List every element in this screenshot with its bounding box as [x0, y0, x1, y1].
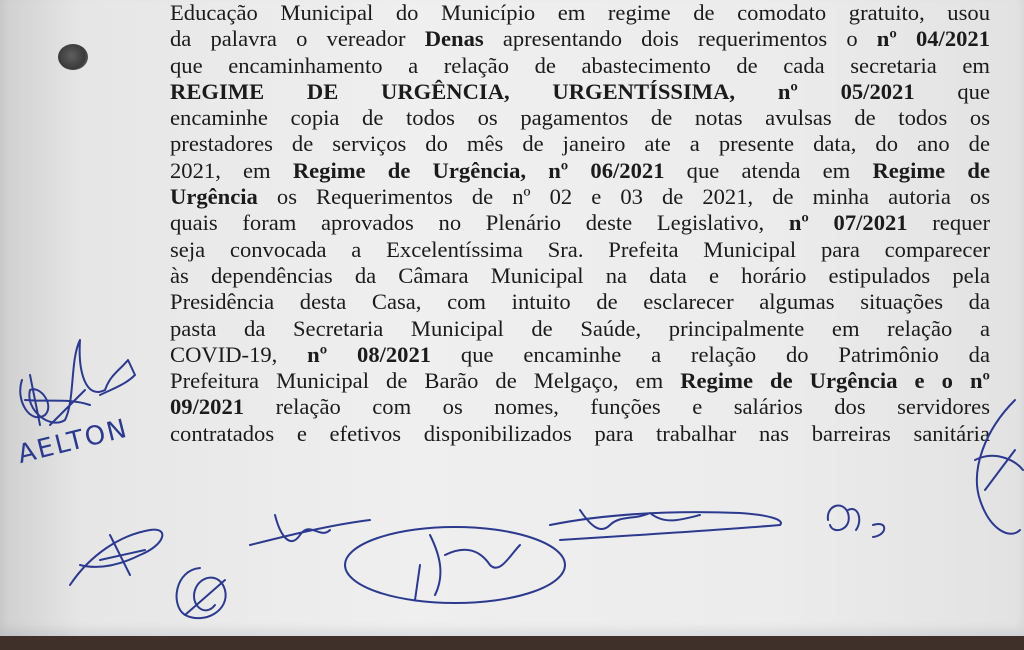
- text-segment: que atenda em: [664, 157, 873, 183]
- text-segment: que encaminhamento a relação de abastecimento de cada secretaria em: [170, 52, 990, 78]
- text-segment: que: [914, 78, 990, 104]
- text-line: [170, 184, 990, 210]
- text-line: [170, 394, 990, 420]
- bold-text: Regime de Urgência e o nº: [680, 368, 991, 394]
- text-segment: da palavra o vereador: [170, 26, 425, 52]
- punch-hole: [58, 44, 88, 70]
- signature-small-right: [818, 495, 898, 545]
- text-segment: Presidência desta Casa, com intuito de esclarecer algumas situações da: [170, 289, 990, 315]
- text-line: [170, 342, 990, 368]
- text-line: [170, 263, 990, 289]
- signature-bottom-left: [60, 515, 180, 595]
- text-segment: requer: [907, 210, 990, 236]
- text-segment: 2021, em: [170, 157, 293, 183]
- bold-text: 09/2021: [170, 394, 245, 420]
- bold-text: nº 04/2021: [876, 26, 991, 52]
- text-segment: prestadores de serviços do mês de janeiro ate a presente data, do ano de: [170, 131, 990, 157]
- text-line: [170, 158, 990, 184]
- text-segment: pasta da Secretaria Municipal de Saúde, principalmente em relação a: [170, 315, 990, 341]
- text-line: [170, 237, 990, 263]
- signature-right-center: [540, 495, 800, 565]
- text-line: [170, 79, 990, 105]
- bold-text: nº 07/2021: [788, 210, 908, 236]
- text-line: [170, 105, 990, 131]
- text-segment: quais foram aprovados no Plenário deste Legislativo,: [170, 210, 789, 236]
- handwritten-name: AELTON: [14, 413, 132, 470]
- bold-text: nº 05/2021: [777, 78, 915, 104]
- text-segment: os Requerimentos de nº 02 e 03 de 2021, de minha autoria os: [257, 184, 990, 210]
- text-line: [170, 131, 990, 157]
- text-segment: Educação Municipal do Município em regime de comodato gratuito, usou: [170, 0, 990, 25]
- bold-text: REGIME DE URGÊNCIA, URGENTÍSSIMA,: [170, 78, 736, 104]
- text-segment: contratados e efetivos disponibilizados para trabalhar nas barreiras sanitária: [170, 420, 990, 446]
- text-segment: às dependências da Câmara Municipal na data e horário estipulados pela: [170, 262, 990, 288]
- text-line: [170, 53, 990, 79]
- text-segment: que encaminhe a relação do Patrimônio da: [431, 341, 990, 367]
- text-segment: [735, 79, 778, 104]
- text-line: [170, 0, 990, 26]
- bold-text: Denas: [424, 26, 484, 52]
- bold-text: Regime de Urgência, nº 06/2021: [292, 157, 665, 183]
- bold-text: Urgência: [170, 184, 258, 210]
- document-text: [170, 0, 990, 447]
- text-segment: encaminhe copia de todos os pagamentos de notas avulsas de todos os: [170, 105, 990, 131]
- text-segment: relação com os nomes, funções e salários dos servidores: [244, 394, 990, 420]
- text-line: [170, 316, 990, 342]
- text-line: [170, 421, 990, 447]
- text-segment: COVID-19,: [170, 341, 308, 367]
- signature-right-edge: [955, 390, 1024, 560]
- text-line: [170, 26, 990, 52]
- bold-text: Regime de: [872, 157, 990, 183]
- text-segment: Prefeitura Municipal de Barão de Melgaço, em: [170, 368, 681, 394]
- table-edge: [0, 636, 1024, 650]
- text-line: [170, 289, 990, 315]
- text-line: [170, 210, 990, 236]
- text-segment: apresentando dois requerimentos o: [483, 26, 877, 52]
- text-segment: seja convocada a Excelentíssima Sra. Prefeita Municipal para comparecer: [170, 236, 990, 262]
- bold-text: nº 08/2021: [307, 341, 432, 367]
- text-line: [170, 368, 990, 394]
